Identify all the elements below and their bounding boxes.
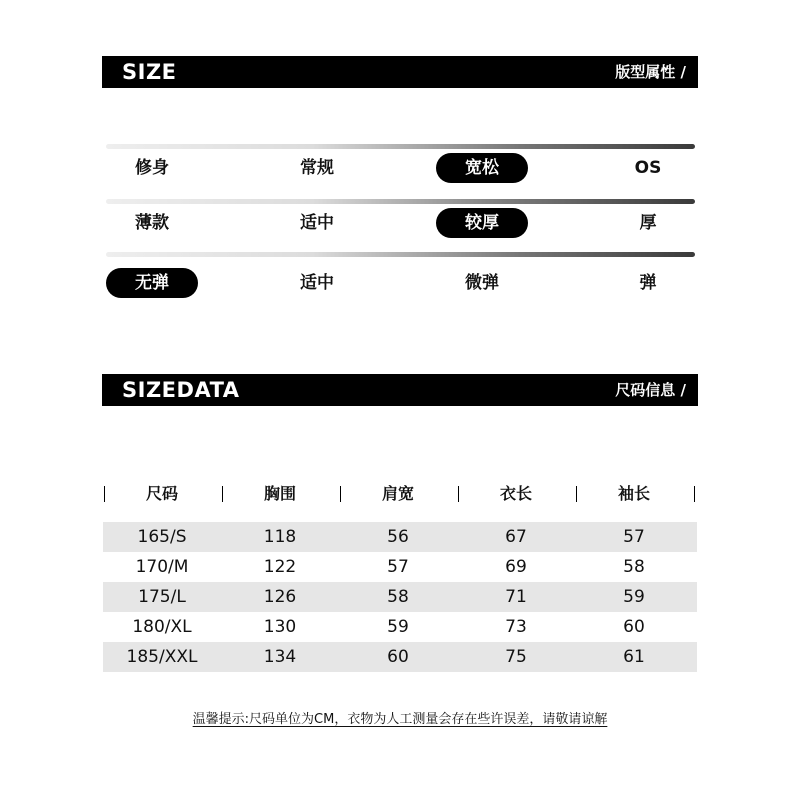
table-cell: 69 (505, 557, 527, 577)
header-separator (694, 486, 695, 502)
column-header-1: 尺码 (145, 484, 178, 503)
size-subtitle: 版型属性 / (615, 63, 686, 81)
attr-row-thickness (106, 208, 696, 242)
attr-divider-2 (106, 199, 695, 204)
attr-option-thickness-1: 薄款 (135, 213, 169, 233)
table-row (103, 522, 697, 552)
table-cell: 67 (505, 527, 527, 547)
table-cell: 118 (263, 527, 297, 547)
table-cell: 59 (623, 587, 645, 607)
table-row (103, 612, 697, 642)
table-cell: 71 (505, 587, 527, 607)
table-cell: 185/XXL (126, 647, 198, 667)
note-text: 温馨提示:尺码单位为CM，衣物为人工测量会存在些许误差，请敬请谅解 (192, 712, 608, 727)
attr-option-fit-4: OS (634, 158, 662, 178)
attr-option-thickness-3: 较厚 (436, 208, 528, 238)
table-cell: 165/S (137, 527, 187, 547)
table-cell: 130 (263, 617, 297, 637)
table-cell: 58 (623, 557, 645, 577)
header-separator (104, 486, 105, 502)
column-header-2: 胸围 (263, 484, 296, 503)
column-header-3: 肩宽 (381, 484, 414, 503)
table-cell: 57 (623, 527, 645, 547)
attr-row-fit (106, 153, 696, 187)
size-table (103, 477, 697, 667)
header-separator (340, 486, 341, 502)
table-cell: 75 (505, 647, 527, 667)
attr-option-fit-1: 修身 (135, 158, 169, 178)
attr-option-fit-3: 宽松 (436, 153, 528, 183)
table-cell: 134 (263, 647, 297, 667)
attr-option-thickness-4: 厚 (639, 213, 657, 233)
table-row (103, 552, 697, 582)
table-cell: 170/M (135, 557, 189, 577)
table-cell: 56 (387, 527, 409, 547)
header-separator (458, 486, 459, 502)
table-cell: 59 (387, 617, 409, 637)
table-cell: 60 (623, 617, 645, 637)
table-cell: 175/L (138, 587, 186, 607)
attr-option-fit-2: 常规 (300, 158, 334, 178)
attr-option-elasticity-1: 无弹 (106, 268, 198, 298)
attr-option-thickness-2: 适中 (300, 213, 334, 233)
attr-row-elasticity (106, 268, 696, 302)
table-row (103, 642, 697, 672)
sizedata-title: SIZEDATA (122, 378, 240, 402)
table-cell: 126 (263, 587, 297, 607)
table-row (103, 582, 697, 612)
table-cell: 73 (505, 617, 527, 637)
sizedata-banner (102, 374, 698, 406)
size-title: SIZE (122, 60, 177, 84)
measurement-note (0, 708, 800, 727)
sizedata-subtitle: 尺码信息 / (615, 381, 686, 399)
header-separator (222, 486, 223, 502)
attr-option-elasticity-3: 微弹 (465, 273, 499, 293)
attr-option-elasticity-2: 适中 (300, 273, 334, 293)
table-cell: 58 (387, 587, 409, 607)
table-cell: 122 (263, 557, 297, 577)
header-separator (576, 486, 577, 502)
column-header-5: 袖长 (617, 484, 650, 503)
table-cell: 180/XL (132, 617, 192, 637)
attr-divider-1 (106, 144, 695, 149)
table-cell: 61 (623, 647, 645, 667)
attr-option-elasticity-4: 弹 (639, 273, 657, 293)
table-body (103, 522, 697, 672)
size-banner (102, 56, 698, 88)
column-header-4: 衣长 (499, 484, 532, 503)
table-cell: 57 (387, 557, 409, 577)
table-header (103, 477, 697, 511)
attr-divider-3 (106, 252, 695, 257)
table-cell: 60 (387, 647, 409, 667)
